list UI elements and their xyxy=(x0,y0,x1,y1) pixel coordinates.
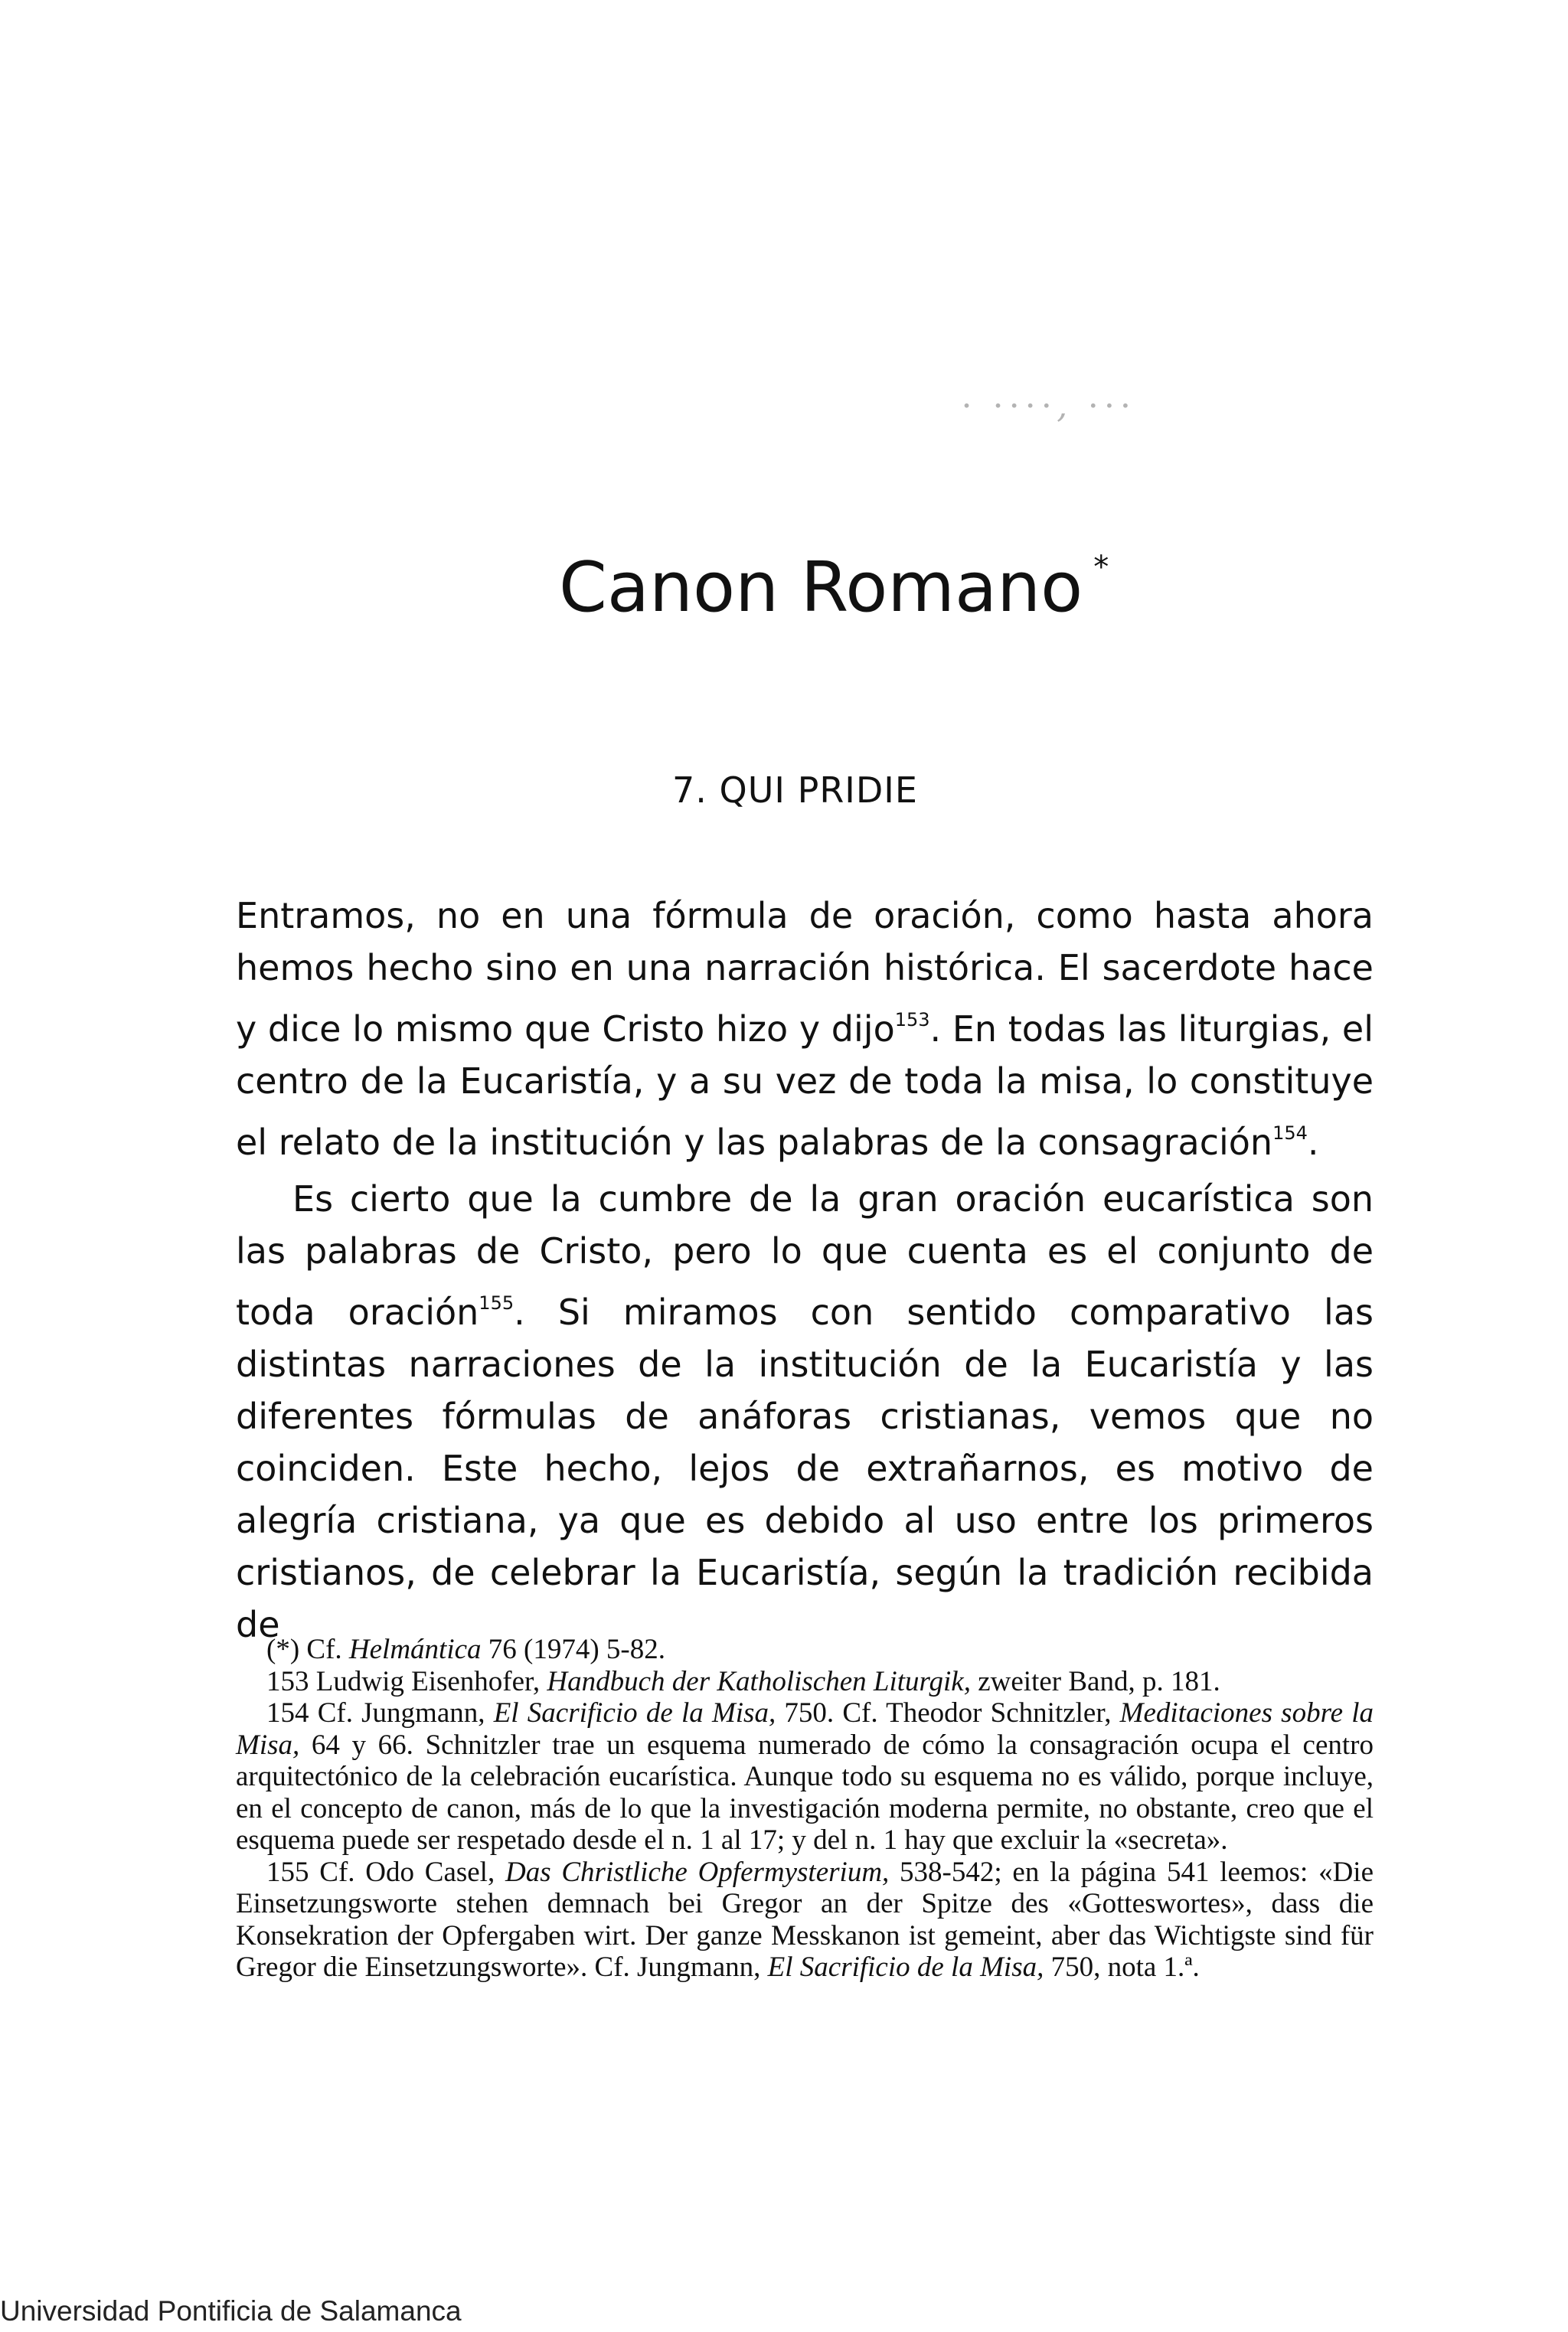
paragraph-1-text-c: . xyxy=(1307,1122,1319,1163)
footnote-155 xyxy=(236,1857,1374,1984)
footnote-155-text-a: 155 Cf. Odo Casel, xyxy=(266,1856,505,1888)
footnote-154-book-2: Meditaciones sobre la Misa, xyxy=(236,1697,1374,1761)
footnote-star-text-b: 76 (1974) 5-82. xyxy=(481,1634,665,1665)
paragraph-2-text-b: . Si miramos con sentido comparativo las distintas narraciones de la institución de la Eucaristía y las diferentes fórmulas de anáforas cristianas, vemos que no coinciden. Este hecho, lejos de extrañarnos, es motivo de alegría cristiana, ya que es debido al uso entre los primeros cristianos, de celebrar la Eucaristía, según la tradición recibida de xyxy=(236,1292,1374,1645)
chapter-title-text: Canon Romano xyxy=(559,547,1083,628)
paragraph-1-text-b: . En todas las liturgias, el centro de la Eucaristía, y a su vez de toda la misa, lo constituye el relato de la institución y las palabras de la consagración xyxy=(236,1008,1374,1163)
footnote-155-book-1: Das Christliche Opfermysterium, xyxy=(505,1856,890,1888)
footnote-155-text-c: 750, nota 1.ª. xyxy=(1044,1951,1200,1983)
footnotes xyxy=(236,1634,1374,1984)
footnote-154 xyxy=(236,1697,1374,1857)
footnote-154-text-a: 154 Cf. Jungmann, xyxy=(266,1697,494,1729)
footnote-154-text-c: 64 y 66. Schnitzler trae un esquema numerado de cómo la consagración ocupa el centro arquitectónico de la celebración eucarística. Aunque todo su esquema no es válido, porque incluye, en el concepto de canon, más de lo que la investigación moderna permite, no obstante, creo que el esquema puede ser respetado desde el n. 1 al 17; y del n. 1 hay que excluir la «secreta». xyxy=(236,1729,1374,1856)
footnote-153-text-a: 153 Ludwig Eisenhofer, xyxy=(266,1665,547,1697)
footnote-155-text-b: 538-542; en la página 541 leemos: «Die Einsetzungsworte stehen demnach bei Gregor an der Spitze des «Gotteswortes», dass die Konsekration der Opfergaben wirt. Der ganze Messkanon ist gemeint, aber das Wichtigste sind für Gregor die Einsetzungsworte». Cf. Jungmann, xyxy=(236,1856,1374,1983)
chapter-title xyxy=(559,547,1109,628)
footnote-ref-155: 155 xyxy=(479,1292,514,1314)
section-heading: 7. QUI PRIDIE xyxy=(672,769,918,811)
footnote-153-book: Handbuch der Katholischen Liturgik, xyxy=(547,1665,971,1697)
footnote-star-journal: Helmántica xyxy=(348,1634,482,1665)
footnote-ref-153: 153 xyxy=(894,1009,930,1030)
title-footnote-mark: * xyxy=(1093,550,1109,585)
main-text xyxy=(236,890,1374,1651)
paragraph-1-text-a: Entramos, no en una fórmula de oración, como hasta ahora hemos hecho sino en una narración histórica. El sacerdote hace y dice lo mismo que Cristo hizo y dijo xyxy=(236,895,1374,1050)
library-stamp-mark: ⋅ ⋅⋅⋅⋅, ⋅⋅⋅ xyxy=(961,387,1136,426)
source-watermark: Universidad Pontificia de Salamanca xyxy=(0,2295,462,2327)
paragraph-1 xyxy=(236,890,1374,1168)
paragraph-2 xyxy=(236,1173,1374,1651)
footnote-153-text-b: zweiter Band, p. 181. xyxy=(970,1665,1220,1697)
footnote-star-text-a: (*) Cf. xyxy=(266,1634,349,1665)
footnote-star xyxy=(236,1634,1374,1666)
footnote-ref-154: 154 xyxy=(1272,1122,1308,1144)
footnote-155-book-2: El Sacrificio de la Misa, xyxy=(767,1951,1044,1983)
footnote-153 xyxy=(236,1666,1374,1698)
footnote-154-book-1: El Sacrificio de la Misa, xyxy=(493,1697,776,1729)
footnote-154-text-b: 750. Cf. Theodor Schnitzler, xyxy=(776,1697,1120,1729)
paragraph-2-text-a: Es cierto que la cumbre de la gran oración eucarística son las palabras de Cristo, pero lo que cuenta es el conjunto de toda oración xyxy=(236,1178,1374,1333)
